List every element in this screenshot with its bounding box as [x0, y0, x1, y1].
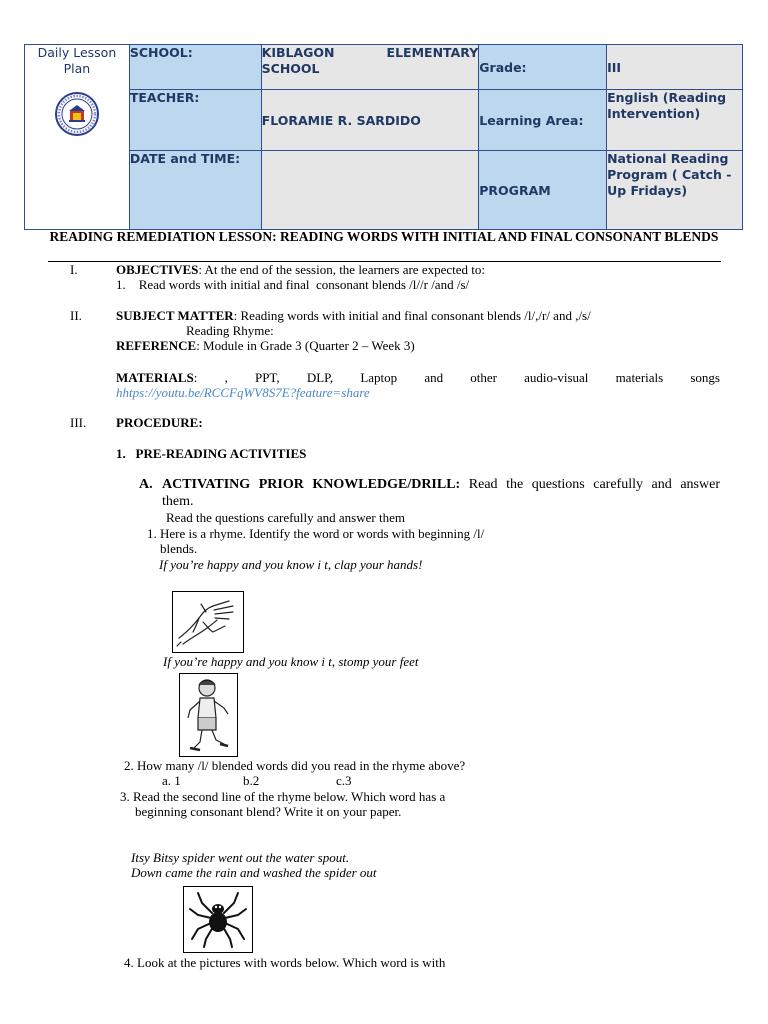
program-value: National Reading Program ( Catch -Up Fridays)	[607, 151, 743, 230]
video-link[interactable]: hhtps://youtu.be/RCCFqWV8S7E?feature=share	[116, 385, 370, 400]
learning-area-label: Learning Area:	[479, 90, 607, 151]
spider-icon	[184, 887, 252, 952]
activity-line-2: them.	[162, 494, 194, 509]
deped-seal-icon	[54, 91, 100, 137]
question-1-line-2: blends.	[160, 541, 198, 556]
teacher-label: TEACHER:	[129, 90, 261, 151]
rhyme-line-2: If you’re happy and you know i t, stomp your feet	[163, 654, 419, 669]
subject-num: II.	[70, 308, 82, 323]
learning-area-value: English (Reading Intervention)	[607, 90, 743, 151]
grade-value: III	[607, 45, 743, 90]
spider-rhyme-line-1: Itsy Bitsy spider went out the water spout.	[131, 850, 350, 865]
question-2-option-c: c.3	[336, 773, 352, 788]
clapping-hands-icon	[173, 592, 243, 652]
date-value	[261, 151, 479, 230]
question-3-line-2: beginning consonant blend? Write it on your paper.	[135, 804, 402, 819]
reading-rhyme: Reading Rhyme:	[186, 323, 274, 338]
date-label: DATE and TIME:	[129, 151, 261, 230]
objectives-num: I.	[70, 262, 78, 277]
question-4: 4. Look at the pictures with words below. Which word is with	[124, 955, 446, 970]
school-label: SCHOOL:	[129, 45, 261, 90]
procedure-label: PROCEDURE:	[116, 415, 203, 430]
objectives-item: 1. Read words with initial and final consonant blends /l//r /and /s/	[116, 277, 470, 292]
teacher-value: FLORAMIE R. SARDIDO	[261, 90, 479, 151]
subject-line: SUBJECT MATTER: Reading words with initial and final consonant blends /l/,/r/ and ,/s/	[116, 308, 591, 323]
pre-reading-heading: 1. PRE-READING ACTIVITIES	[116, 446, 307, 461]
program-label: PROGRAM	[479, 151, 607, 230]
school-value: KIBLAGON ELEMENTARY SCHOOL	[261, 45, 479, 90]
clapping-hands-image	[172, 591, 244, 653]
dlp-title: Daily Lesson Plan	[37, 45, 117, 76]
rhyme-line-1: If you’re happy and you know i t, clap your hands!	[159, 557, 423, 572]
question-3-line-1: 3. Read the second line of the rhyme below. Which word has a	[120, 789, 446, 804]
objectives-line: OBJECTIVES: At the end of the session, the learners are expected to:	[116, 262, 485, 277]
spider-image	[183, 886, 253, 953]
question-1-line-1: 1. Here is a rhyme. Identify the word or words with beginning /l/	[147, 526, 485, 541]
grade-label: Grade:	[479, 45, 607, 90]
lesson-title: READING REMEDIATION LESSON: READING WORDS WITH INITIAL AND FINAL CONSONANT BLENDS	[49, 229, 719, 244]
question-2-option-b: b.2	[243, 773, 260, 788]
materials-line: MATERIALS : , PPT, DLP, Laptop and other audio-visual materials songs	[116, 370, 720, 385]
stomping-boy-image	[179, 673, 238, 757]
spider-rhyme-line-2: Down came the rain and washed the spider out	[131, 865, 377, 880]
reference-line: REFERENCE: Module in Grade 3 (Quarter 2 – Week 3)	[116, 338, 415, 353]
question-2: 2. How many /l/ blended words did you read in the rhyme above?	[124, 758, 466, 773]
procedure-num: III.	[70, 415, 87, 430]
question-2-option-a: a. 1	[162, 773, 181, 788]
instruction: Read the questions carefully and answer them	[166, 510, 405, 525]
header-table	[24, 44, 743, 230]
activity-line: ACTIVATING PRIOR KNOWLEDGE/DRILL: Read the questions carefully and answer	[162, 477, 720, 492]
dlp-cell	[25, 45, 130, 230]
stomping-boy-icon	[180, 674, 237, 756]
activity-letter: A.	[139, 477, 153, 492]
